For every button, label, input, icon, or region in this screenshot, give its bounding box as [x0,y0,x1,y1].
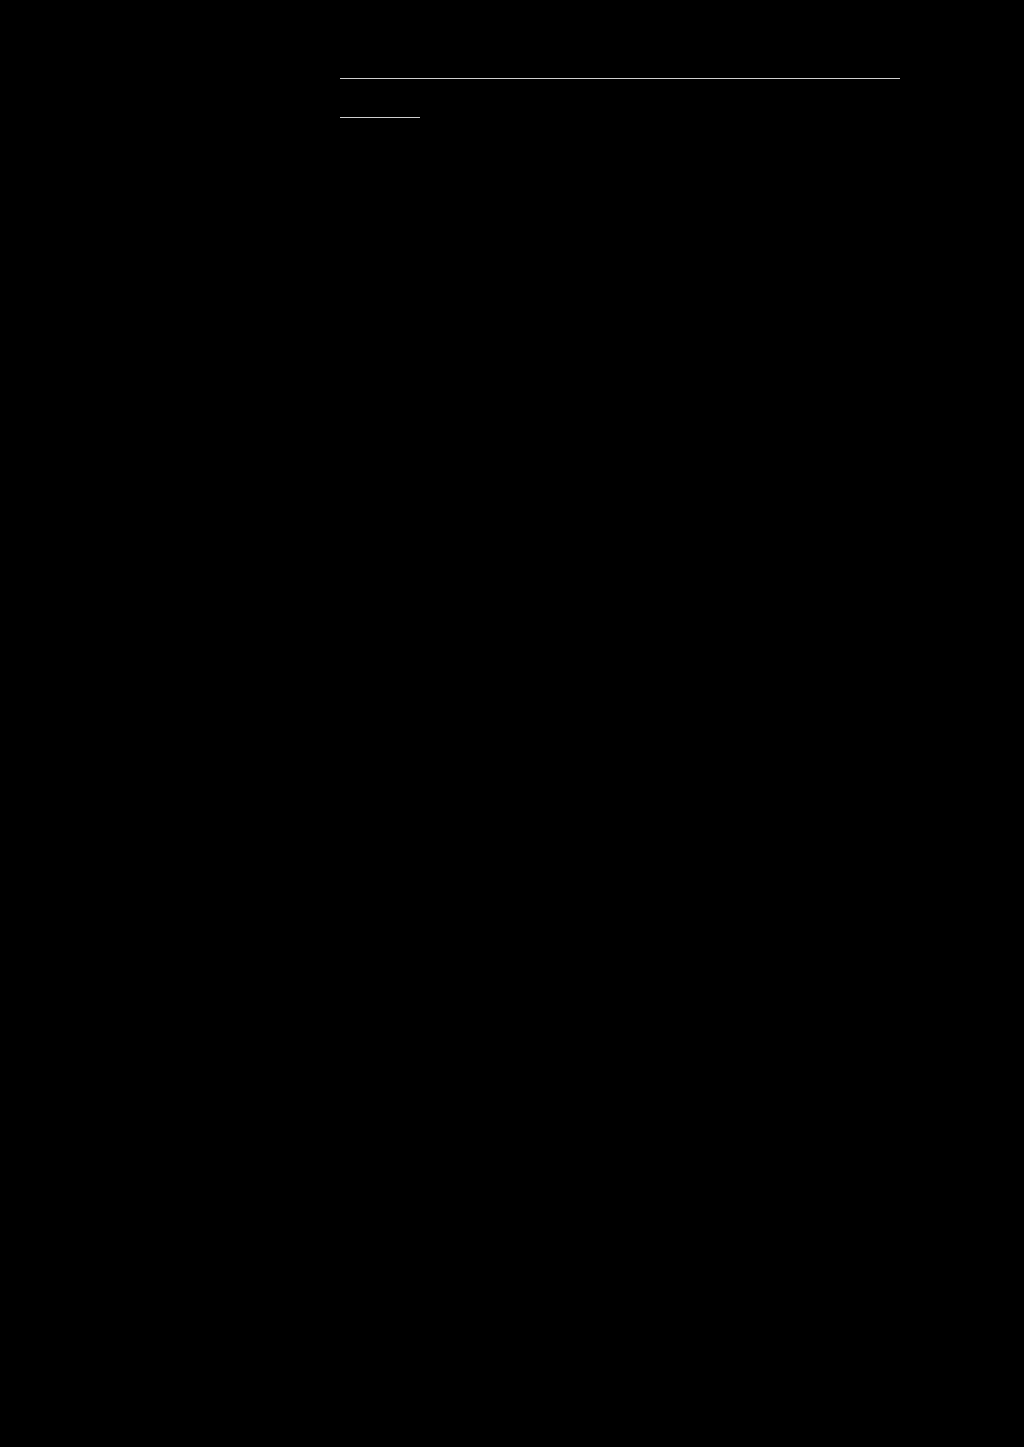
header-top-rule [340,78,900,79]
header-utlopp-underline [340,117,420,118]
